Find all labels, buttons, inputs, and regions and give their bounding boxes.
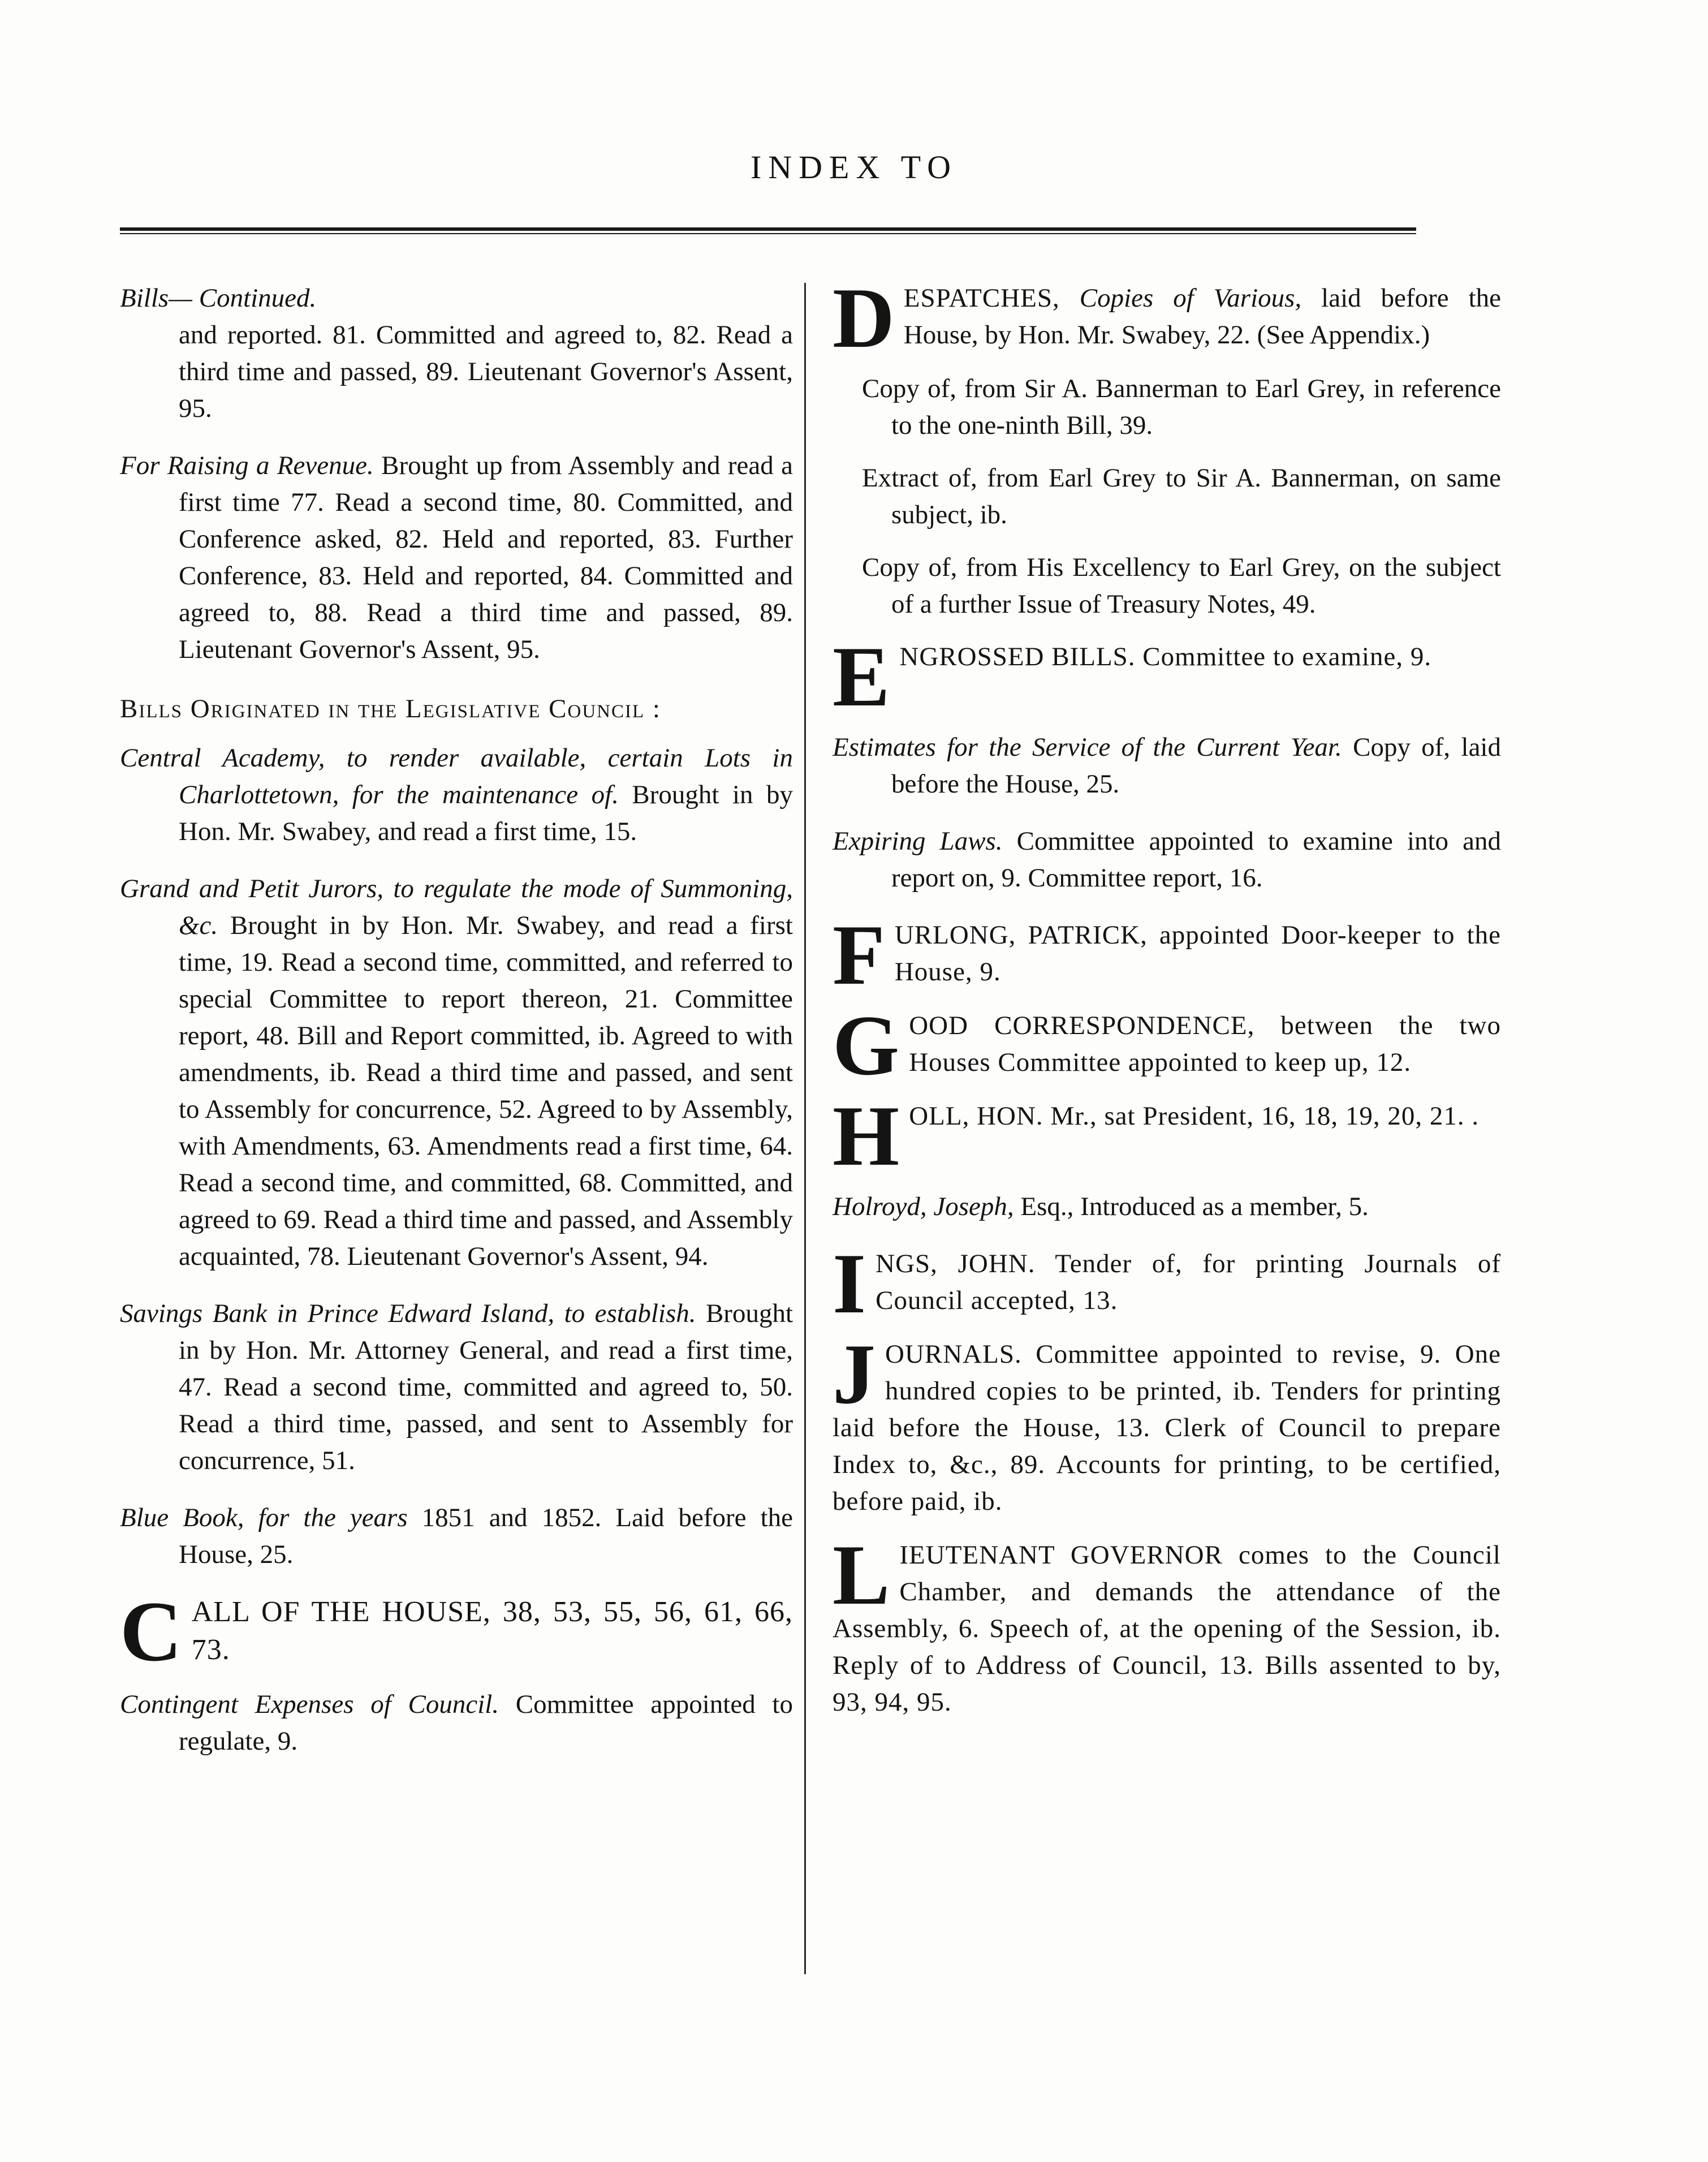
index-section-d bbox=[833, 270, 1501, 365]
entry-body: Brought in by Hon. Mr. Swabey, and read a first time, 19. Read a second time, committed, and referred to special Committee to report thereon, 21. Committee report, 48. Bill and Report committed, ib. Agreed to with amendments, ib. Read a third time and passed, and sent to Assembly for concurrence, 52. Agreed to by Assembly, with Amendments, 63. Amendments read a first time, 64. Read a second time, and committed, 68. Committed, and agreed to 69. Read a third time and passed, and Assembly acquainted, 78. Lieutenant Governor's Assent, 94. bbox=[179, 911, 793, 1271]
entry-title: Estimates for the Service of the Current Year. bbox=[833, 733, 1342, 762]
index-entry-savings-bank bbox=[120, 1295, 793, 1479]
entry-title: Central Academy, to render available, certain Lots in Charlottetown, for the maintenance of. bbox=[120, 743, 793, 809]
drop-cap-e: E bbox=[833, 629, 891, 724]
drop-cap-d: D bbox=[833, 270, 895, 365]
drop-cap-j: J bbox=[833, 1327, 876, 1422]
running-head: INDEX TO bbox=[750, 149, 958, 186]
left-column bbox=[120, 280, 793, 1780]
entry-body: NGS, JOHN. Tender of, for printing Journals of Council accepted, 13. bbox=[875, 1249, 1501, 1315]
entry-body: NGROSSED BILLS. Committee to examine, 9. bbox=[899, 642, 1432, 671]
index-entry-contingent-expenses bbox=[120, 1686, 793, 1760]
entry-body: laid before the House, by Hon. Mr. Swabey, 22. (See Appendix.) bbox=[903, 283, 1501, 350]
entry-body: OOD CORRESPONDENCE, between the two Houses Committee appointed to keep up, 12. bbox=[909, 1011, 1501, 1077]
entry-body: 1851 and 1852. Laid before the House, 25. bbox=[179, 1503, 793, 1569]
drop-cap-h: H bbox=[833, 1088, 900, 1183]
index-entry-holroyd bbox=[833, 1188, 1501, 1225]
entry-body: ALL OF THE HOUSE, 38, 53, 55, 56, 61, 66, 73. bbox=[191, 1596, 793, 1666]
index-section-l bbox=[833, 1527, 1501, 1721]
index-section-i bbox=[833, 1236, 1501, 1331]
index-section-h bbox=[833, 1088, 1501, 1183]
index-entry-bills-continued bbox=[120, 280, 793, 427]
entry-body: Brought up from Assembly and read a first time 77. Read a second time, 80. Committed, and Conference asked, 82. Held and reported, 83. Further Conference, 83. Held and reported, 84. Committed and agreed to, 88. Read a third time and passed, 89. Lieutenant Governor's Assent, 95. bbox=[179, 451, 793, 664]
drop-cap-c: C bbox=[120, 1584, 183, 1679]
index-subentry: Copy of, from His Excellency to Earl Grey, on the subject of a further Issue of Treasury Notes, 49. bbox=[862, 553, 1501, 619]
drop-cap-g: G bbox=[833, 998, 900, 1093]
index-entry-central-academy bbox=[120, 740, 793, 850]
entry-body: Brought in by Hon. Mr. Swabey, and read a first time, 15. bbox=[179, 780, 793, 846]
entry-title: Contingent Expenses of Council. bbox=[120, 1690, 499, 1719]
drop-cap-l: L bbox=[833, 1527, 891, 1622]
right-column bbox=[833, 270, 1501, 1738]
entry-body: OURNALS. Committee appointed to revise, 9. One hundred copies to be printed, ib. Tenders for printing laid before the House, 13. Clerk of Council to prepare Index to, &c., 89. Accounts for printing, to be certified, before paid, ib. bbox=[833, 1340, 1501, 1516]
entry-title: Savings Bank in Prince Edward Island, to establish. bbox=[120, 1299, 696, 1328]
entry-title: Blue Book, for the years bbox=[120, 1503, 408, 1532]
entry-body: Committee appointed to examine into and report on, 9. Committee report, 16. bbox=[891, 826, 1501, 893]
index-section-j bbox=[833, 1327, 1501, 1520]
entry-title: Expiring Laws. bbox=[833, 826, 1003, 856]
index-section-c bbox=[120, 1584, 793, 1679]
entry-body: IEUTENANT GOVERNOR comes to the Council Chamber, and demands the attendance of the Assembly, 6. Speech of, at the opening of the Session, ib. Reply of to Address of Council, 13. Bills assented to by, 93, 94, 95. bbox=[833, 1540, 1501, 1717]
entry-body: OLL, HON. Mr., sat President, 16, 18, 19, 20, 21. . bbox=[909, 1101, 1480, 1131]
index-subentry: Copy of, from Sir A. Bannerman to Earl Grey, in reference to the one-ninth Bill, 39. bbox=[862, 374, 1501, 440]
drop-cap-f: F bbox=[833, 907, 886, 1002]
index-entry-raising-revenue bbox=[120, 447, 793, 668]
header-rule bbox=[120, 227, 1416, 234]
entry-title: Copies of Various, bbox=[1059, 283, 1302, 313]
entry-body: URLONG, PATRICK, appointed Door-keeper to the House, 9. bbox=[894, 920, 1501, 987]
entry-body: Brought in by Hon. Mr. Attorney General, and read a first time, 47. Read a second time, committed and agreed to, 50. Read a third time, passed, and sent to Assembly for concurrence, 51. bbox=[179, 1299, 793, 1475]
entry-body: Copy of, laid before the House, 25. bbox=[891, 733, 1501, 799]
column-divider bbox=[804, 283, 806, 1974]
drop-cap-i: I bbox=[833, 1236, 867, 1331]
index-entry-jurors bbox=[120, 871, 793, 1275]
entry-title: Bills— Continued. bbox=[120, 283, 317, 313]
entry-body: Esq., Introduced as a member, 5. bbox=[1013, 1192, 1369, 1221]
index-subentry: Extract of, from Earl Grey to Sir A. Bannerman, on same subject, ib. bbox=[862, 463, 1501, 529]
index-entry-blue-book bbox=[120, 1500, 793, 1573]
section-heading: Bills Originated in the Legislative Council : bbox=[120, 694, 661, 723]
index-entry-estimates bbox=[833, 729, 1501, 803]
entry-body: Committee appointed to regulate, 9. bbox=[179, 1690, 793, 1756]
entry-title: Holroyd, Joseph, bbox=[833, 1192, 1014, 1221]
entry-head: ESPATCHES, bbox=[903, 283, 1060, 313]
entry-title: Grand and Petit Jurors, to regulate the mode of Summoning, &c. bbox=[120, 874, 793, 940]
entry-body: and reported. 81. Committed and agreed to, 82. Read a third time and passed, 89. Lieutenant Governor's Assent, 95. bbox=[179, 320, 793, 423]
index-entry-expiring-laws bbox=[833, 823, 1501, 897]
index-section-g bbox=[833, 998, 1501, 1093]
index-section-e bbox=[833, 629, 1501, 724]
index-section-f bbox=[833, 907, 1501, 1002]
entry-title: For Raising a Revenue. bbox=[120, 451, 374, 480]
